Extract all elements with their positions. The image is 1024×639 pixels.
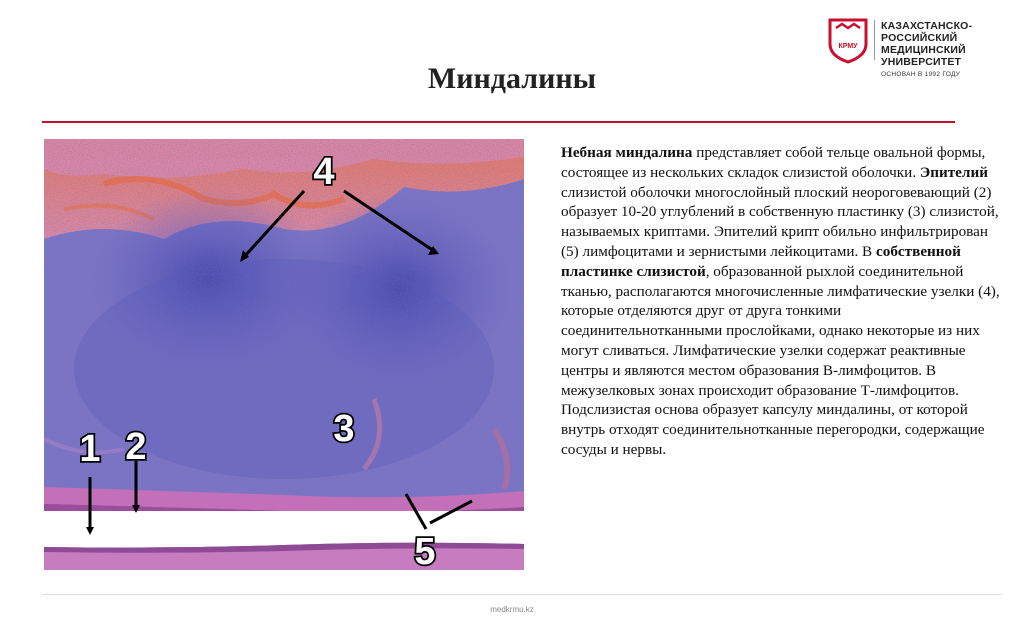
university-name-line1: КАЗАХСТАНСКО-РОССИЙСКИЙ	[881, 20, 973, 44]
title-underline	[42, 121, 955, 123]
university-name-line2: МЕДИЦИНСКИЙ УНИВЕРСИТЕТ	[881, 44, 966, 68]
slide-title: Миндалины	[427, 62, 597, 95]
footer-divider	[42, 594, 1002, 595]
logo-label: КРМУ	[838, 43, 858, 50]
brand-divider	[874, 20, 875, 60]
figure-label-5: 5	[414, 531, 436, 570]
figure-label-1: 1	[79, 428, 101, 470]
figure-label-2: 2	[125, 426, 147, 468]
description-part-2: слизистой оболочки многослойный плоский неороговевающий (2) образует 10-20 углублений в собственную пластинку (3) слизистой, называемых криптами. Эпителий крипт обильно инфильтрирован (5) лимфоцитами и зернистыми лейкоцитами. В	[561, 183, 999, 260]
footer-site: medkrmu.kz	[490, 605, 534, 614]
figure-label-4: 4	[313, 151, 335, 193]
description-part-1: представляет собой тельце овальной формы, состоящее из нескольких складок слизистой оболочки.	[561, 144, 986, 181]
term-palatine-tonsil: Небная миндалина	[561, 144, 693, 161]
term-epithelium: Эпителий	[919, 163, 988, 181]
description-part-3: , образованной рыхлой соединительной тканью, располагаются многочисленные лимфатические узелки (4), которые отделяются друг от друга тонкими соединительнотканными прослойками, однако некоторые из них могут сливаться. Лимфатические узелки содержат реактивные центры и являются местом образования В-лимфоцитов. В межузелковых зонах происходит образование Т-лимфоцитов. Подслизистая основа образует капсулу миндалины, от которой внутрь отходят соединительнотканные перегородки, содержащие сосуды и нервы.	[561, 262, 1000, 458]
university-logo-icon	[826, 18, 870, 64]
figure-label-3: 3	[333, 408, 355, 450]
term-lamina-propria: собственной пластинке слизистой	[561, 242, 961, 280]
tonsil-histology-image	[44, 139, 524, 570]
founded-caption: ОСНОВАН В 1992 ГОДУ	[881, 71, 961, 78]
description-text	[561, 143, 1001, 460]
